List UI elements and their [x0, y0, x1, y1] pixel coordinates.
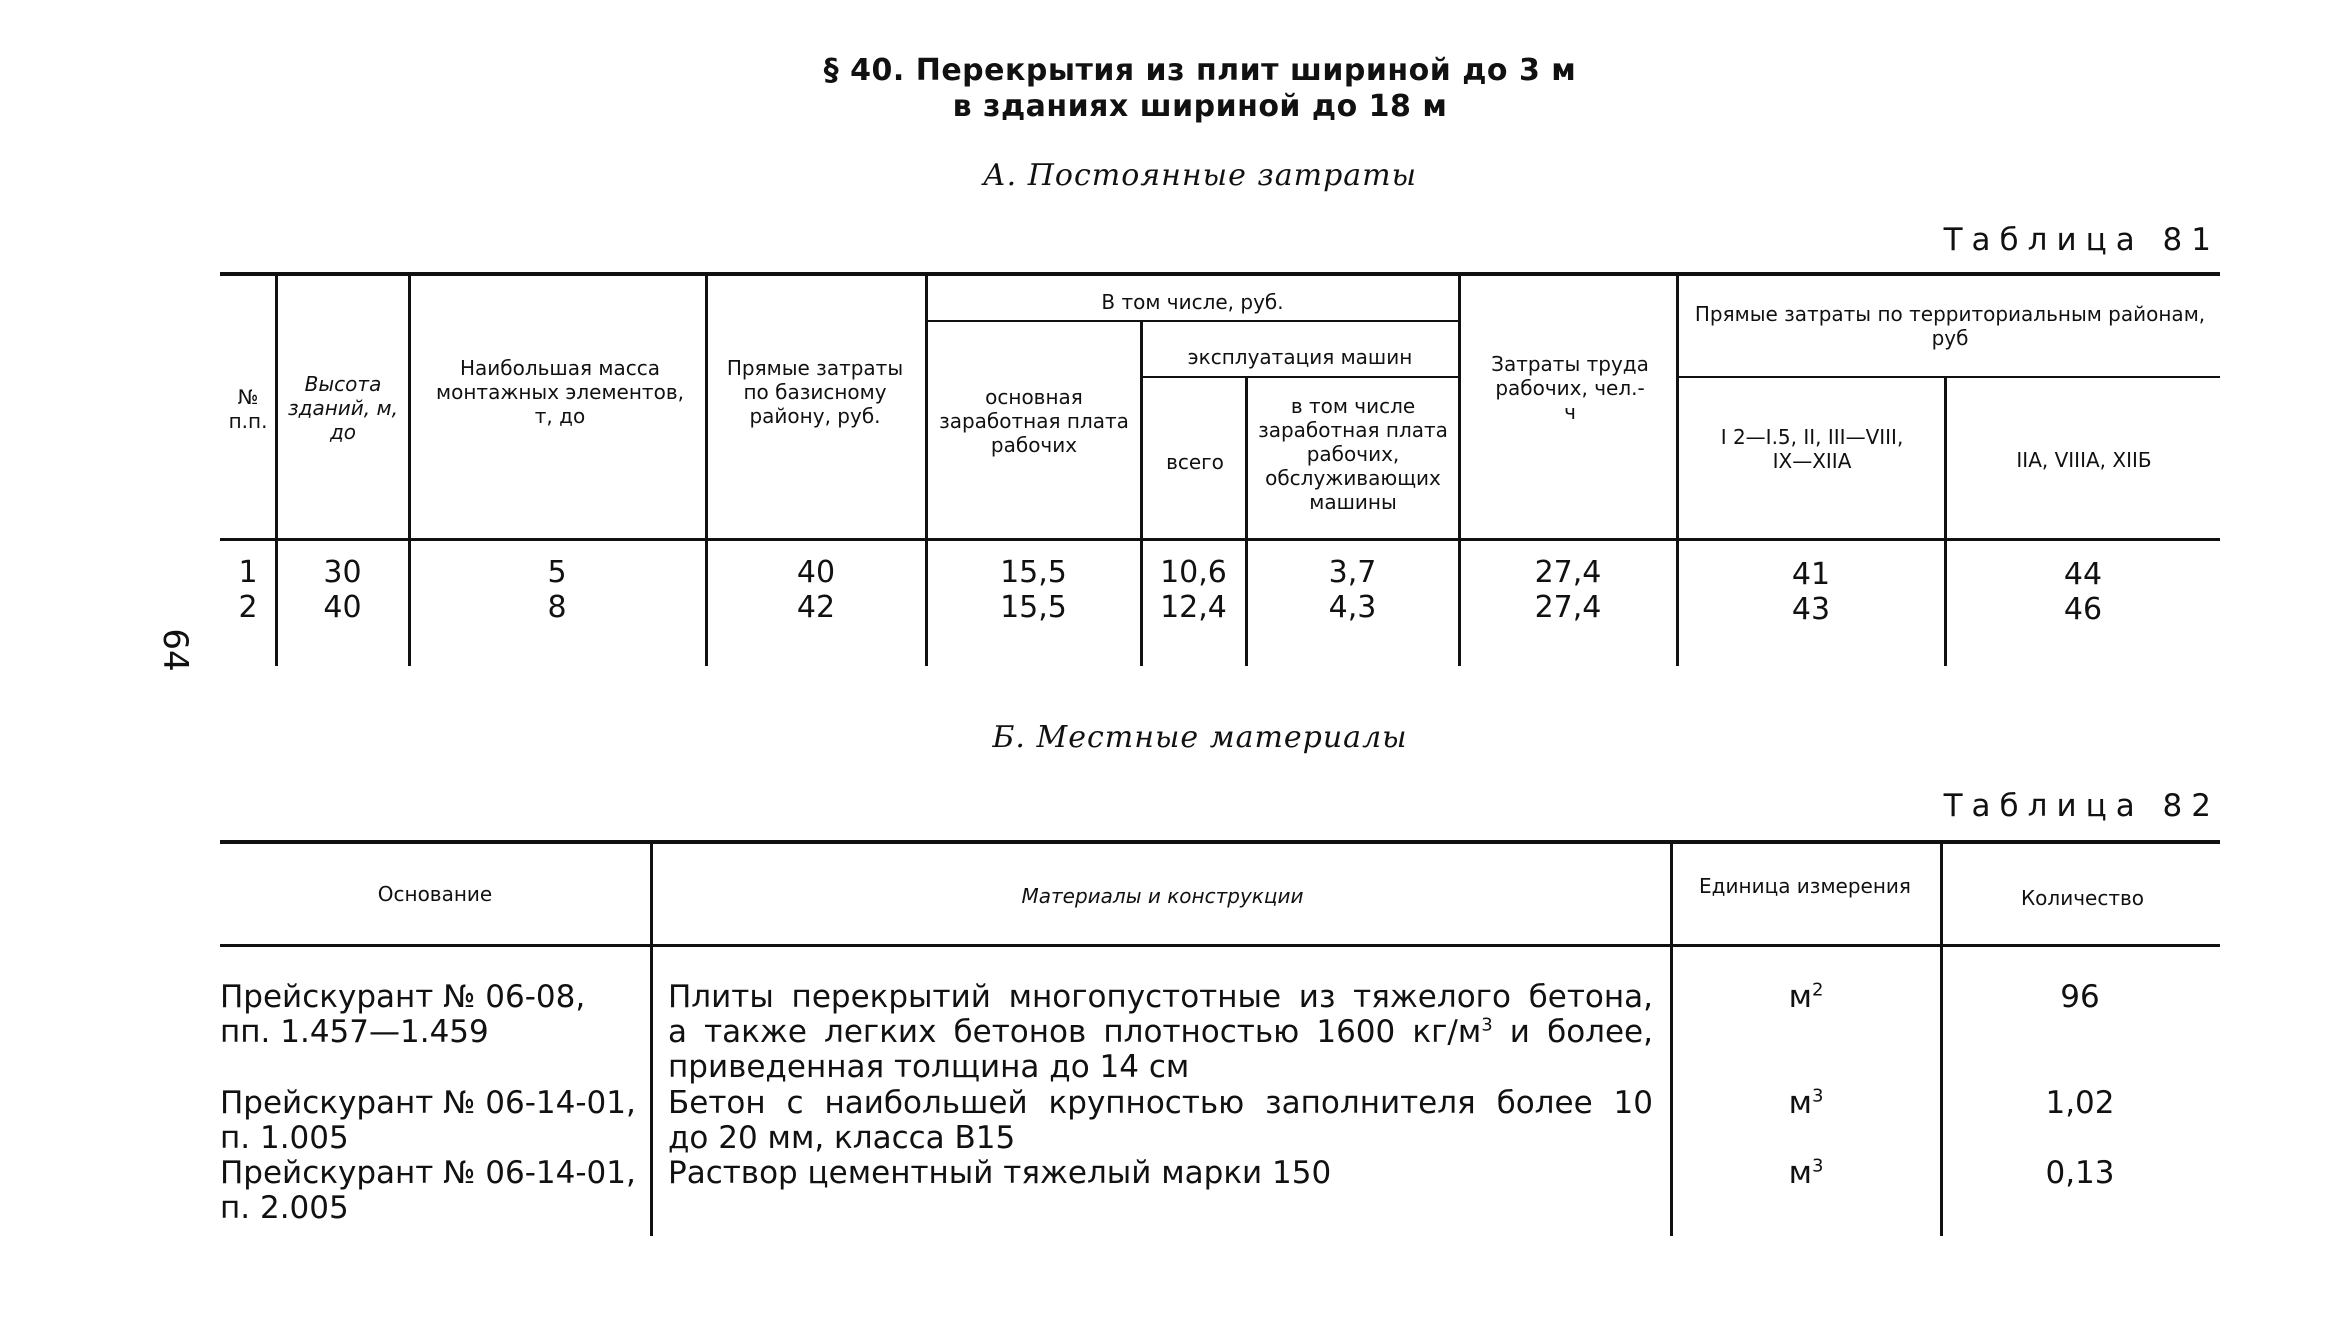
table82-cell-qty: 0,13 [2045, 1155, 2115, 1191]
table81-caption: Таблица 81 [1943, 222, 2220, 258]
table81-header-wage: основная заработная плата рабочих [939, 385, 1129, 457]
superscript: 3 [1481, 1014, 1493, 1036]
table81-cell-total: 10,6 [1160, 555, 1227, 590]
table82-cell-materials-line2 [668, 1015, 1653, 1050]
basis-line: п. 1.005 [220, 1120, 349, 1156]
table82-col-divider [1940, 844, 1943, 1236]
materials-line: Бетон с наибольшей крупностью заполнителя более 10 [668, 1085, 1653, 1121]
page-number: 64 [155, 628, 195, 672]
table82-header-materials: Материалы и конструкции [1021, 884, 1304, 908]
table82-cell-basis [220, 1086, 645, 1156]
table81-header-no: № п.п. [228, 385, 268, 433]
table82-top-rule [220, 840, 2220, 844]
basis-line: пп. 1.457—1.459 [220, 1014, 489, 1050]
table82-cell-unit: $м^3$ [1788, 1085, 1824, 1121]
table81-cell-mass: 5 [547, 555, 567, 590]
table81-cell-wage: 15,5 [1000, 590, 1067, 625]
table82-col-divider [650, 844, 653, 1236]
table81-header-incl: В том числе, руб. [1101, 290, 1284, 314]
table81-cell-region1: 43 [1791, 592, 1831, 627]
table81-header-rule [220, 538, 2220, 541]
table81-col-divider [1944, 378, 1947, 666]
table82-cell-materials [668, 1156, 1653, 1191]
table81-cell-machine-wage: 4,3 [1328, 590, 1377, 625]
table82-cell-materials-line3 [668, 1050, 1653, 1085]
table81-col-divider [1458, 276, 1461, 666]
materials-line: Плиты перекрытий многопустотные из тяжелого бетона, [668, 979, 1653, 1015]
table81-cell-height: 30 [323, 555, 362, 590]
table82-cell-qty: 1,02 [2045, 1085, 2115, 1121]
materials-line: а также легких бетонов плотностью 1600 кг/м [668, 1014, 1482, 1050]
table82-header-basis: Основание [377, 882, 493, 906]
table81-cell-no: 1 [238, 555, 258, 590]
table82-cell-unit: $м^3$ [1788, 1155, 1824, 1191]
materials-line: и более, [1492, 1014, 1653, 1050]
table81-header-region2: IIА, VIIIА, XIIБ [2016, 448, 2152, 472]
table82-header-unit: Единица измерения [1699, 874, 1911, 898]
table82-cell-materials [668, 980, 1653, 1015]
table82-header-qty: Количество [2020, 886, 2144, 910]
table81-cell-region2: 44 [2063, 557, 2103, 592]
table81-header-labor: Затраты труда рабочих, чел.-ч [1491, 352, 1649, 424]
table82-col-divider [1670, 844, 1673, 1236]
subtitle-a: А. Постоянные затраты [982, 158, 1418, 193]
basis-line: Прейскурант № 06-14-01, [220, 1085, 636, 1121]
table82-header-rule [220, 944, 2220, 947]
table81-col-divider [1140, 322, 1143, 666]
materials-line: Раствор цементный тяжелый марки 150 [668, 1155, 1332, 1191]
table81-cell-region2: 46 [2063, 592, 2103, 627]
table81-header-machine-wage: в том числе заработная плата рабочих, обслуживающих машины [1258, 394, 1448, 514]
materials-line: до 20 мм, класса В15 [668, 1120, 1016, 1156]
table81-cell-machine-wage: 3,7 [1328, 555, 1377, 590]
table81-cell-region1: 41 [1791, 557, 1831, 592]
table81-header-height: Высота зданий, м, до [288, 372, 398, 444]
table81-col-divider [408, 276, 411, 666]
table82-caption: Таблица 82 [1943, 788, 2220, 824]
table81-cell-wage: 15,5 [1000, 555, 1067, 590]
table81-header-total: всего [1166, 450, 1224, 474]
table81-col-divider [1676, 276, 1679, 666]
table81-cell-mass: 8 [547, 590, 567, 625]
table81-cell-height: 40 [323, 590, 362, 625]
table81-header-region1: I 2—I.5, II, III—VIII, IX—XIIА [1720, 425, 1904, 473]
table81-col-divider [705, 276, 708, 666]
table81-col-divider [925, 276, 928, 666]
materials-line: приведенная толщина до 14 см [668, 1049, 1190, 1085]
table81-regions-rule [1676, 376, 2220, 378]
table81-header-regions: Прямые затраты по территориальным районам, руб [1694, 302, 2206, 350]
table81-machines-rule [1140, 376, 1458, 378]
table81-header-mass: Наибольшая масса монтажных элементов, т, до [436, 356, 684, 428]
table81-cell-direct: 42 [796, 590, 836, 625]
basis-line: Прейскурант № 06-14-01, [220, 1155, 636, 1191]
table81-col-divider [275, 276, 278, 666]
section-title-line1: § 40. Перекрытия из плит шириной до 3 м [823, 53, 1577, 88]
basis-line: Прейскурант № 06-08, [220, 979, 586, 1015]
table81-cell-no: 2 [238, 590, 258, 625]
table81-cell-labor: 27,4 [1534, 590, 1602, 625]
table81-cell-labor: 27,4 [1534, 555, 1602, 590]
table82-cell-unit: $м^2$ [1788, 979, 1824, 1015]
section-title-line2: в зданиях шириной до 18 м [952, 89, 1448, 124]
table81-col-divider [1245, 378, 1248, 666]
table82-cell-materials-line2 [668, 1121, 1653, 1156]
table81-header-machines: эксплуатация машин [1187, 345, 1413, 369]
basis-line: п. 2.005 [220, 1190, 349, 1226]
table81-cell-total: 12,4 [1160, 590, 1227, 625]
table81-incl-rule [925, 320, 1458, 322]
table82-cell-qty: 96 [2060, 979, 2100, 1015]
table82-cell-basis [220, 1156, 645, 1226]
table81-top-rule [220, 272, 2220, 276]
subtitle-b: Б. Местные материалы [992, 720, 1408, 755]
table81-cell-direct: 40 [796, 555, 836, 590]
table82-cell-basis [220, 980, 645, 1050]
table81-header-direct: Прямые затраты по базисному району, руб. [726, 356, 904, 428]
table82-cell-materials [668, 1086, 1653, 1121]
